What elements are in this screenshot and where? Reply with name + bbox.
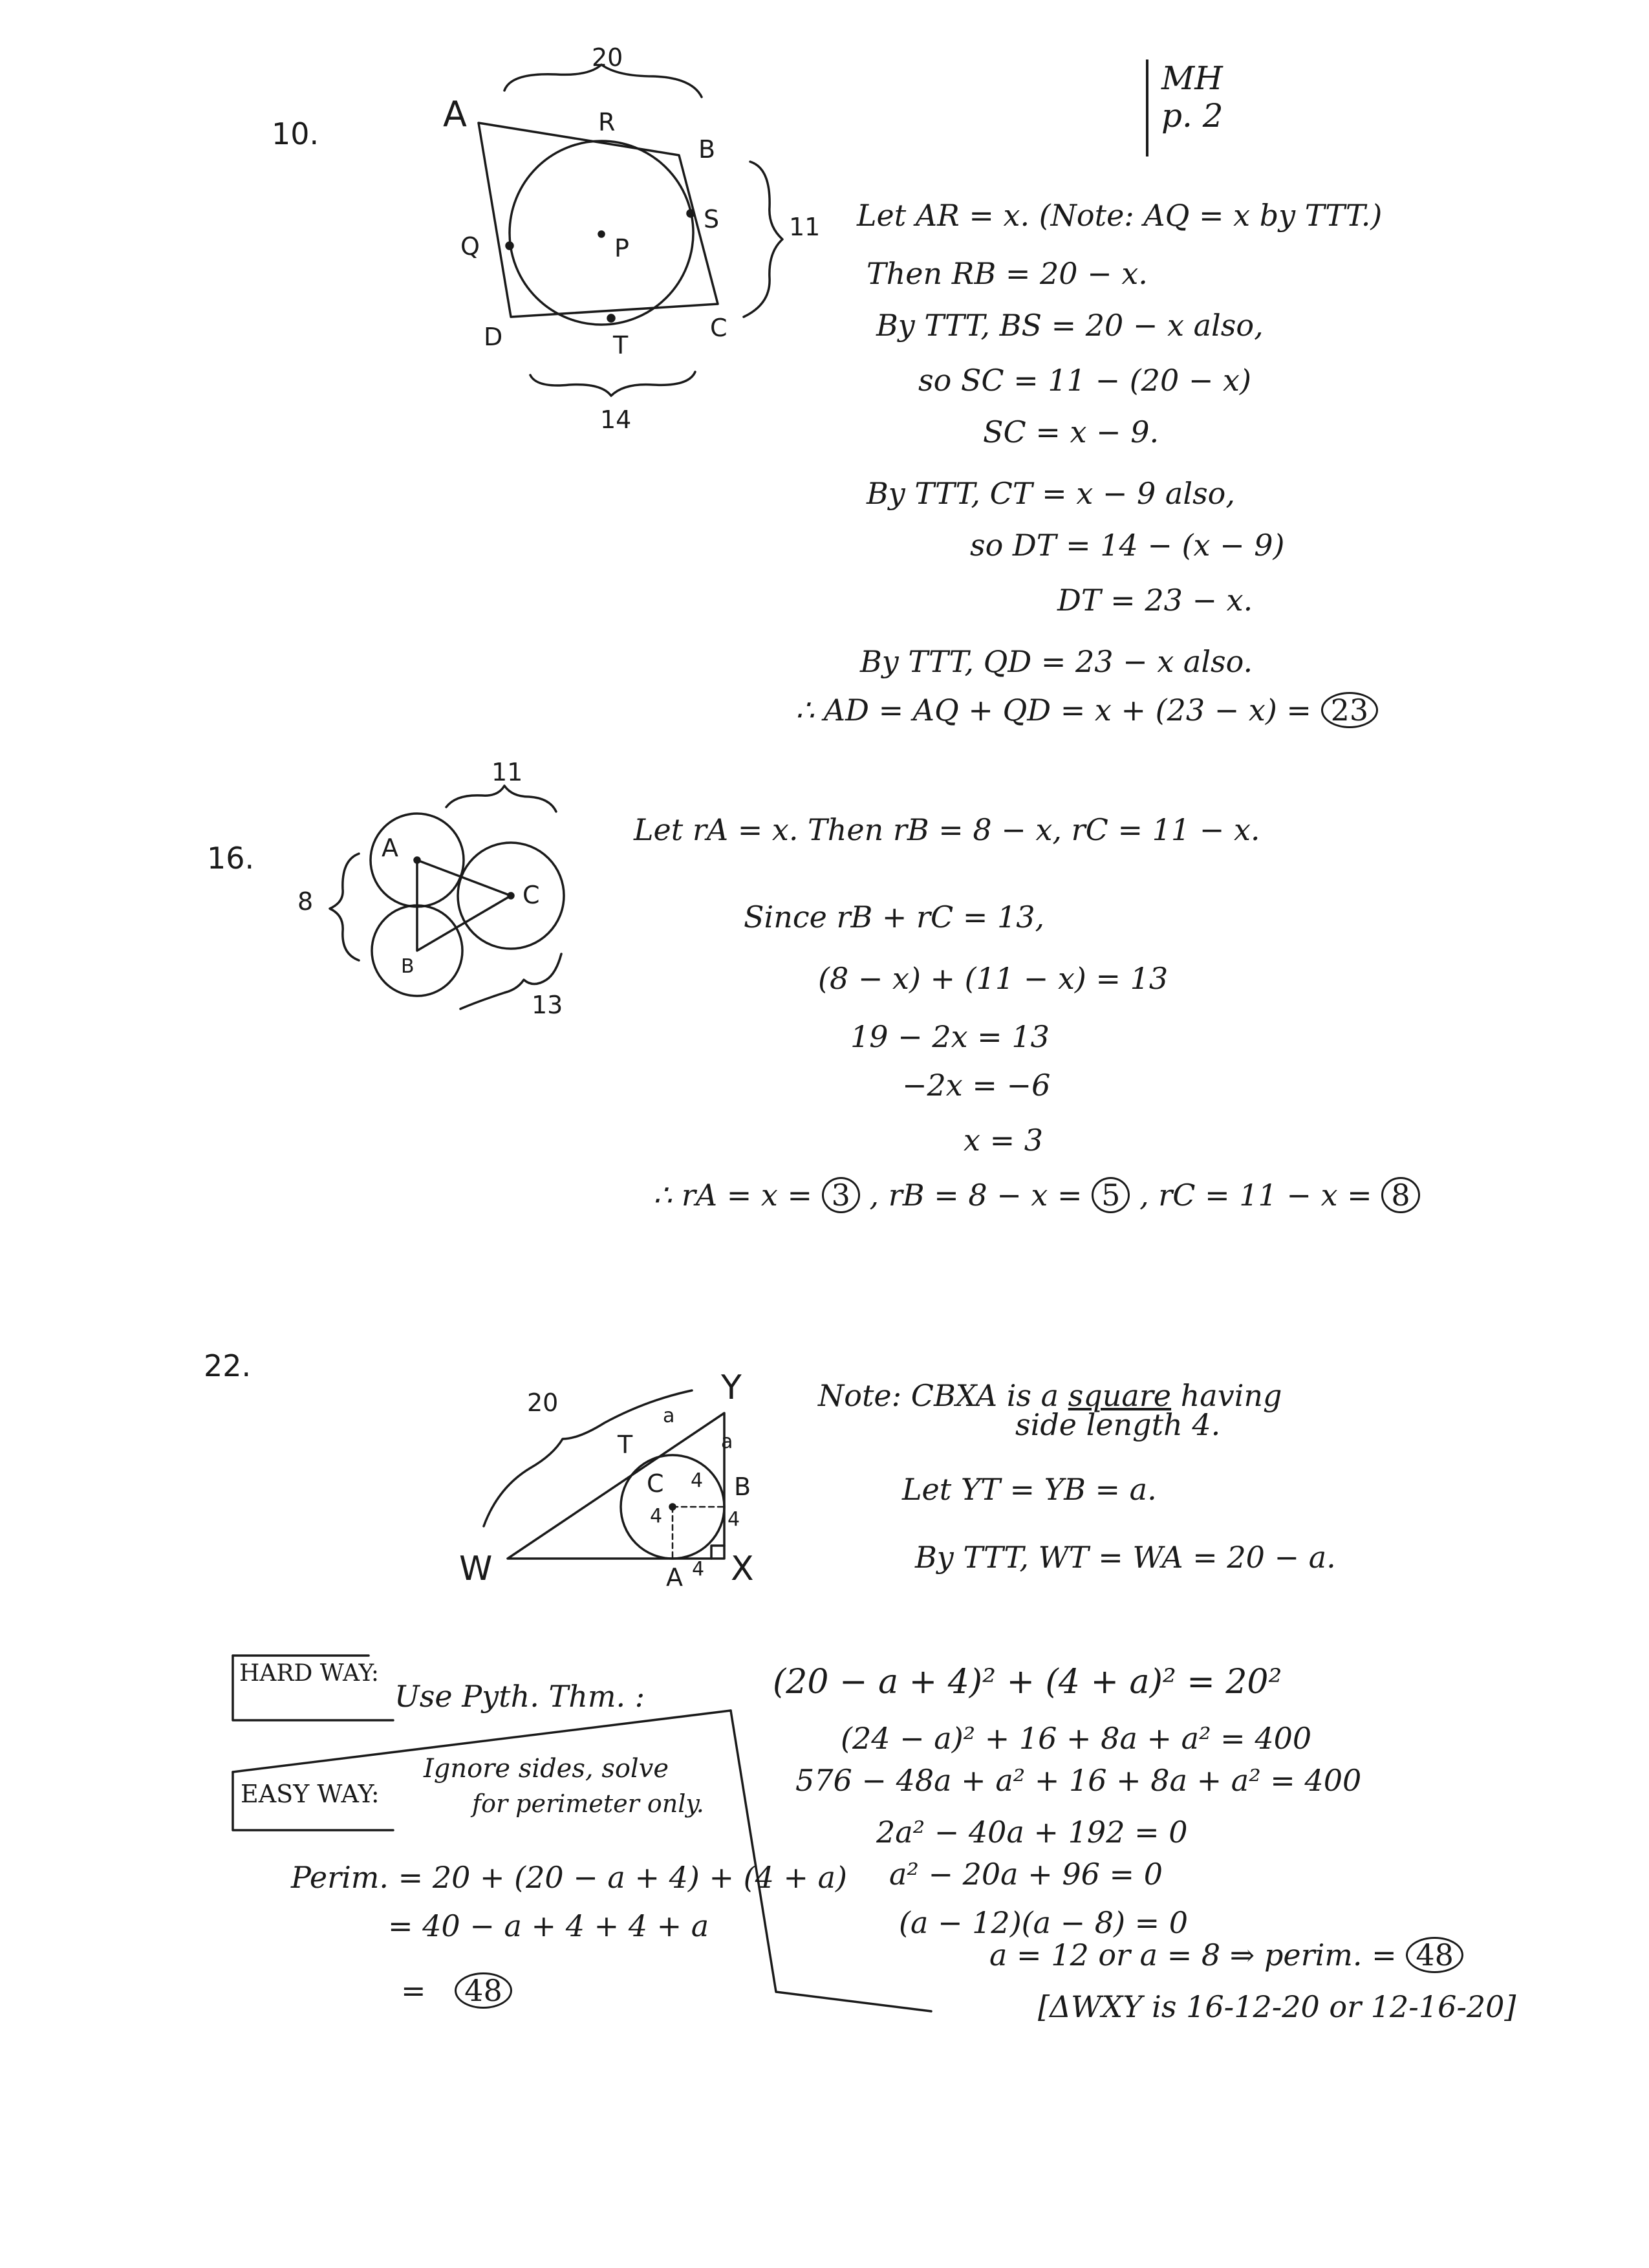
easy-answer: 48: [455, 1972, 512, 2009]
vertex-x: X: [731, 1550, 754, 1588]
p10-line-1: Let AR = x. (Note: AQ = x by TTT.): [857, 198, 1383, 233]
p10-line-7: so DT = 14 − (x − 9): [970, 528, 1285, 563]
p16-line-4: 19 − 2x = 13: [850, 1019, 1050, 1054]
vertex-w: W: [459, 1550, 493, 1588]
p22-note-a: Note: CBXA is a: [818, 1378, 1059, 1413]
p16-answer-c: 8: [1381, 1177, 1419, 1213]
p16-mid-b: , rB = 8 − x =: [869, 1178, 1083, 1213]
label-16-bottom: 13: [532, 991, 563, 1019]
problem-10-number: 10.: [272, 116, 319, 151]
hard-line-7: [989, 1937, 1463, 1973]
p10-conclusion-text: ∴ AD = AQ + QD = x + (23 − x) =: [795, 693, 1311, 728]
p22-note-line-3: Let YT = YB = a.: [902, 1472, 1157, 1507]
problem-22-number: 22.: [204, 1348, 252, 1383]
p22-note-square: square: [1068, 1378, 1172, 1413]
label-a-side: a: [721, 1431, 733, 1453]
vertex-a: A: [443, 94, 467, 135]
p10-answer: 23: [1321, 692, 1379, 728]
label-4-ax: 4: [692, 1558, 705, 1581]
p22-note-line-2: side length 4.: [1015, 1407, 1221, 1442]
point-s: S: [704, 205, 720, 233]
easy-line-1: Perim. = 20 + (20 − a + 4) + (4 + a): [291, 1860, 848, 1895]
label-16-b: B: [401, 955, 415, 978]
p22-note-line-1: [818, 1378, 1282, 1413]
p16-conclusion-text: ∴ rA = x =: [653, 1178, 812, 1213]
p22-note-having: having: [1180, 1378, 1282, 1413]
label-14: 14: [600, 405, 632, 434]
point-b-22: B: [734, 1473, 751, 1501]
label-16-left: 8: [297, 887, 314, 916]
vertex-b: B: [698, 135, 716, 164]
p16-line-5: −2x = −6: [902, 1068, 1051, 1103]
hard-note: [ΔWXY is 16-12-20 or 12-16-20]: [1038, 1989, 1516, 2024]
p16-line-2: Since rB + rC = 13,: [744, 900, 1045, 934]
easy-way-text-1: Ignore sides, solve: [424, 1754, 669, 1784]
label-16-c: C: [523, 881, 540, 909]
point-q: Q: [460, 232, 480, 261]
p10-line-6: By TTT, CT = x − 9 also,: [867, 476, 1235, 511]
hard-line-6: (a − 12)(a − 8) = 0: [899, 1905, 1189, 1940]
vertex-y: Y: [721, 1368, 742, 1407]
label-16-a: A: [382, 834, 398, 862]
p10-line-5: SC = x − 9.: [983, 415, 1159, 449]
p10-line-4: so SC = 11 − (20 − x): [918, 363, 1251, 398]
hard-way-label: HARD WAY:: [239, 1660, 379, 1687]
page-number: p. 2: [1161, 97, 1223, 135]
label-11: 11: [789, 213, 821, 241]
p16-line-6: x = 3: [964, 1123, 1043, 1158]
hard-line-7-text: a = 12 or a = 8 ⇒ perim. =: [989, 1938, 1397, 1972]
p16-mid-c: , rC = 11 − x =: [1139, 1178, 1372, 1213]
easy-way-label: EASY WAY:: [241, 1780, 380, 1808]
hard-line-4: 2a² − 40a + 192 = 0: [876, 1815, 1188, 1850]
label-4-bx: 4: [727, 1508, 740, 1531]
point-a-22: A: [666, 1563, 683, 1592]
easy-way-text-2: for perimeter only.: [472, 1789, 704, 1818]
problem-16-number: 16.: [207, 841, 255, 876]
point-t: T: [613, 331, 629, 360]
p16-answer-a: 3: [822, 1177, 860, 1213]
hard-answer: 48: [1406, 1937, 1463, 1973]
p10-line-2: Then RB = 20 − x.: [867, 256, 1148, 291]
vertex-d: D: [484, 323, 503, 351]
easy-line-2: = 40 − a + 4 + 4 + a: [388, 1908, 709, 1943]
hard-line-2: (24 − a)² + 16 + 8a + a² = 400: [841, 1721, 1312, 1756]
point-c-22: C: [647, 1469, 664, 1498]
point-r: R: [598, 108, 616, 136]
label-4-ca: 4: [650, 1505, 663, 1528]
initials: MH: [1161, 59, 1223, 97]
p16-line-1: Let rA = x. Then rB = 8 − x, rC = 11 − x.: [634, 812, 1260, 847]
p10-line-8: DT = 23 − x.: [1057, 583, 1253, 618]
point-p: P: [614, 234, 629, 263]
p16-line-3: (8 − x) + (11 − x) = 13: [818, 961, 1169, 996]
p10-line-3: By TTT, BS = 20 − x also,: [876, 308, 1264, 343]
hard-way-text: Use Pyth. Thm. :: [394, 1679, 645, 1714]
easy-line-3-text: =: [401, 1973, 426, 2008]
label-20: 20: [592, 43, 623, 72]
label-a-top: a: [663, 1405, 675, 1427]
label-20-22: 20: [527, 1388, 559, 1417]
center-c-22: [670, 1504, 675, 1509]
hard-line-1: (20 − a + 4)² + (4 + a)² = 20²: [773, 1663, 1282, 1701]
point-t-22: T: [618, 1431, 633, 1459]
vertex-c: C: [710, 314, 727, 342]
right-angle-mark: [711, 1546, 724, 1559]
hard-line-5: a² − 20a + 96 = 0: [889, 1857, 1163, 1892]
label-4-cb: 4: [691, 1469, 704, 1492]
label-16-top: 11: [491, 758, 523, 786]
hard-line-3: 576 − 48a + a² + 16 + 8a + a² = 400: [795, 1763, 1362, 1798]
p10-line-9: By TTT, QD = 23 − x also.: [860, 644, 1253, 679]
p22-note-line-4: By TTT, WT = WA = 20 − a.: [915, 1540, 1336, 1575]
easy-line-3: [401, 1972, 512, 2009]
p16-answer-b: 5: [1092, 1177, 1130, 1213]
